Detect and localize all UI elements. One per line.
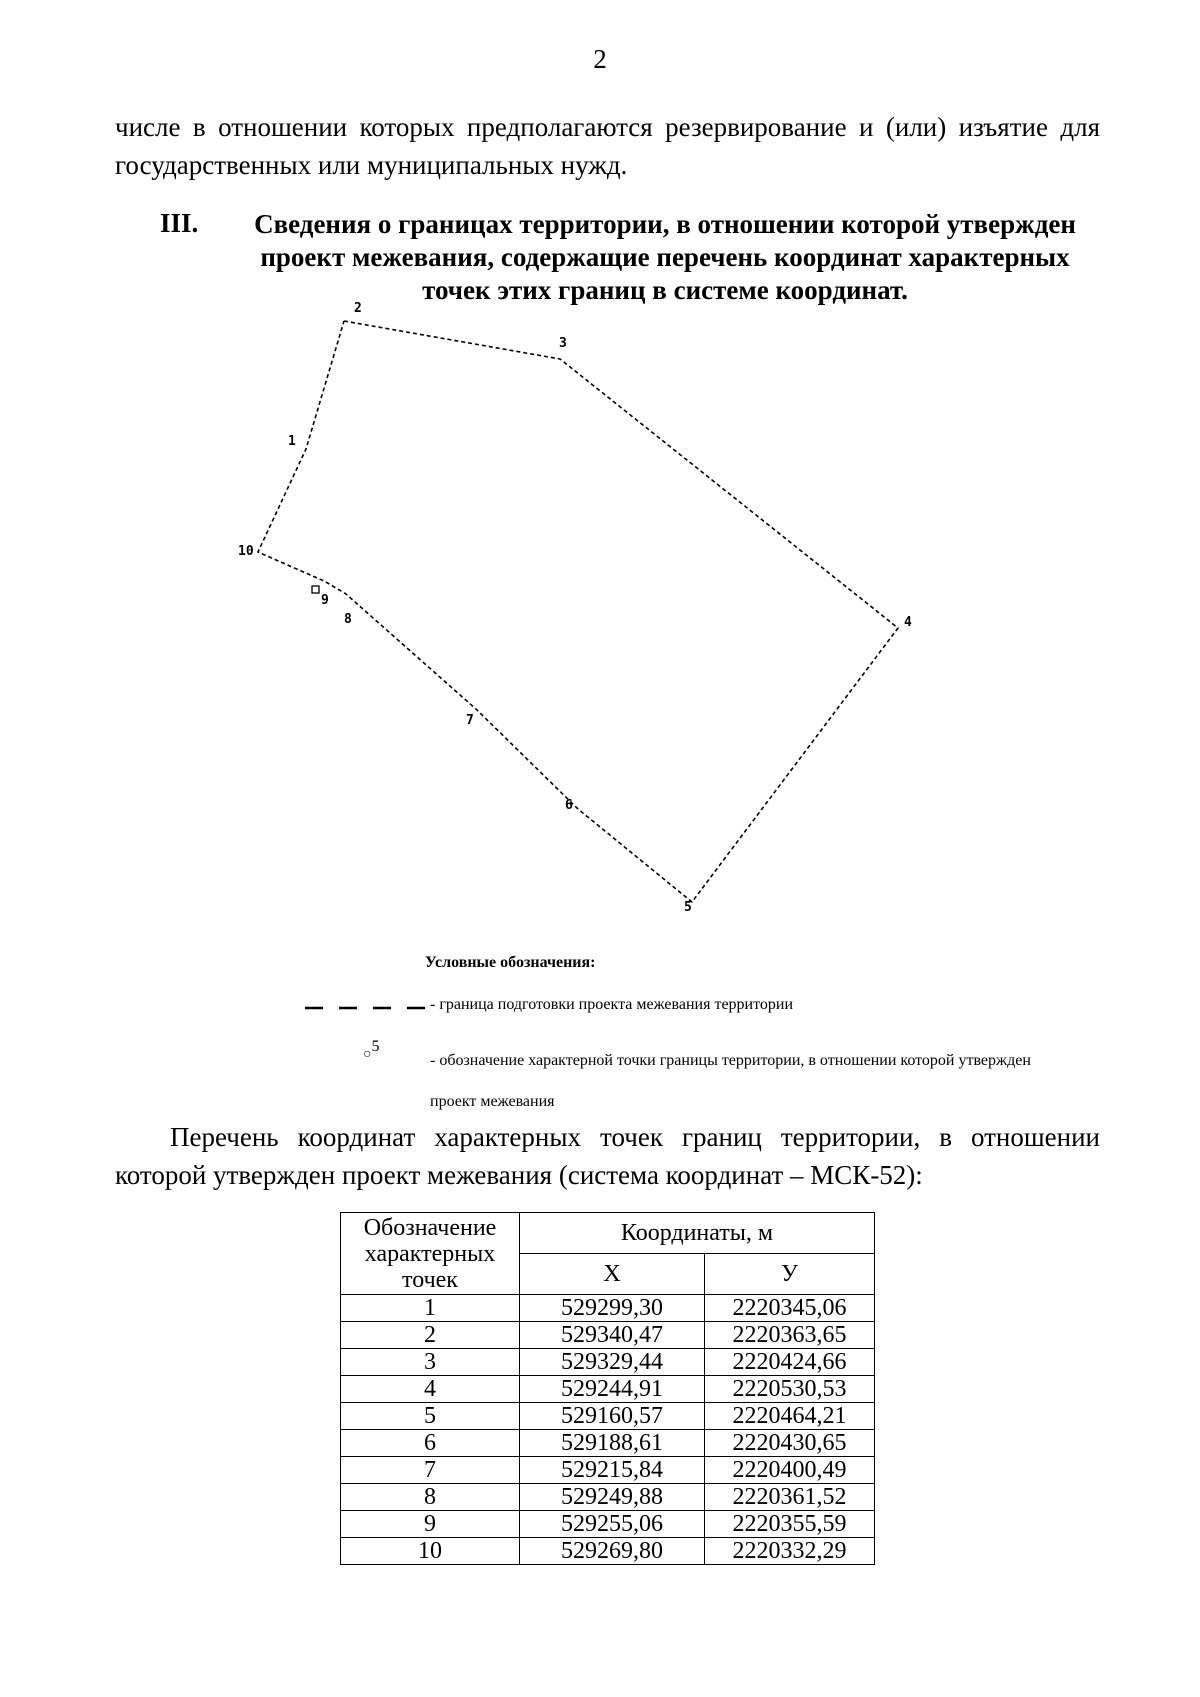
cell-y: 2220361,52 [705, 1484, 875, 1511]
page-number: 2 [593, 44, 607, 74]
table-row [341, 1457, 875, 1484]
cell-point: 3 [341, 1349, 520, 1376]
section-title: Сведения о границах территории, в отношении которой утвержден проект межевания, содержащие перечень координат характерных точек этих границ в системе координат. [254, 209, 1076, 305]
header-x: Х [520, 1254, 705, 1295]
cell-point: 1 [341, 1295, 520, 1322]
cell-y: 2220424,66 [705, 1349, 875, 1376]
legend-title: Условные обозначения: [425, 954, 596, 971]
coordinate-list-intro: Перечень координат характерных точек границ территории, в отношении которой утвержден проект межевания (система координат – МСК-52): [115, 1122, 1100, 1190]
table-row [341, 1430, 875, 1457]
cell-point: 5 [341, 1403, 520, 1430]
table-row [341, 1295, 875, 1322]
cell-point: 9 [341, 1511, 520, 1538]
coordinates-table-body [341, 1295, 875, 1565]
cell-x: 529249,88 [520, 1484, 705, 1511]
cell-point: 2 [341, 1322, 520, 1349]
cell-y: 2220345,06 [705, 1295, 875, 1322]
boundary-line [258, 321, 898, 902]
table-row [341, 1484, 875, 1511]
legend-circle-icon: ○ [363, 1047, 372, 1062]
cell-y: 2220355,59 [705, 1511, 875, 1538]
legend-boundary-symbol [305, 1006, 425, 1010]
section-number: III. [160, 208, 199, 238]
cell-y: 2220530,53 [705, 1376, 875, 1403]
cell-y: 2220363,65 [705, 1322, 875, 1349]
cell-x: 529299,30 [520, 1295, 705, 1322]
cell-point: 6 [341, 1430, 520, 1457]
point-label-9: 9 [321, 593, 329, 608]
point-label-2: 2 [354, 301, 362, 316]
cell-x: 529188,61 [520, 1430, 705, 1457]
cell-x: 529160,57 [520, 1403, 705, 1430]
coordinates-table [340, 1212, 875, 1565]
table-row [341, 1403, 875, 1430]
point-label-3: 3 [559, 336, 567, 351]
cell-y: 2220430,65 [705, 1430, 875, 1457]
point-label-10: 10 [238, 544, 254, 559]
header-coordinates: Координаты, м [520, 1213, 875, 1254]
cell-point: 8 [341, 1484, 520, 1511]
legend-point-text: - обозначение характерной точки границы территории, в отношении которой утвержден проект межевания [430, 1052, 1031, 1110]
point-label-6: 6 [565, 798, 573, 813]
point-label-1: 1 [288, 434, 296, 449]
cell-point: 4 [341, 1376, 520, 1403]
intro-paragraph: числе в отношении которых предполагаются резервирование и (или) изъятие для государственных или муниципальных нужд. [115, 112, 1100, 180]
table-row [341, 1511, 875, 1538]
point-label-5: 5 [684, 900, 692, 915]
legend-point-symbol [363, 1038, 379, 1063]
table-row [341, 1322, 875, 1349]
cell-point: 7 [341, 1457, 520, 1484]
header-points: Обозначение характерных точек [341, 1213, 520, 1295]
cell-x: 529340,47 [520, 1322, 705, 1349]
cell-x: 529269,80 [520, 1538, 705, 1565]
cell-x: 529215,84 [520, 1457, 705, 1484]
cell-x: 529244,91 [520, 1376, 705, 1403]
cell-y: 2220400,49 [705, 1457, 875, 1484]
legend-boundary-text: - граница подготовки проекта межевания территории [430, 996, 794, 1013]
cell-y: 2220332,29 [705, 1538, 875, 1565]
table-row [341, 1376, 875, 1403]
cell-x: 529329,44 [520, 1349, 705, 1376]
point-9-marker [312, 586, 319, 593]
boundary-plan [0, 290, 1200, 950]
legend-point-number: 5 [371, 1038, 380, 1055]
table-row [341, 1349, 875, 1376]
point-label-4: 4 [904, 615, 912, 630]
header-y: У [705, 1254, 875, 1295]
point-label-7: 7 [466, 713, 474, 728]
point-label-8: 8 [344, 612, 352, 627]
cell-y: 2220464,21 [705, 1403, 875, 1430]
table-row [341, 1538, 875, 1565]
cell-x: 529255,06 [520, 1511, 705, 1538]
cell-point: 10 [341, 1538, 520, 1565]
